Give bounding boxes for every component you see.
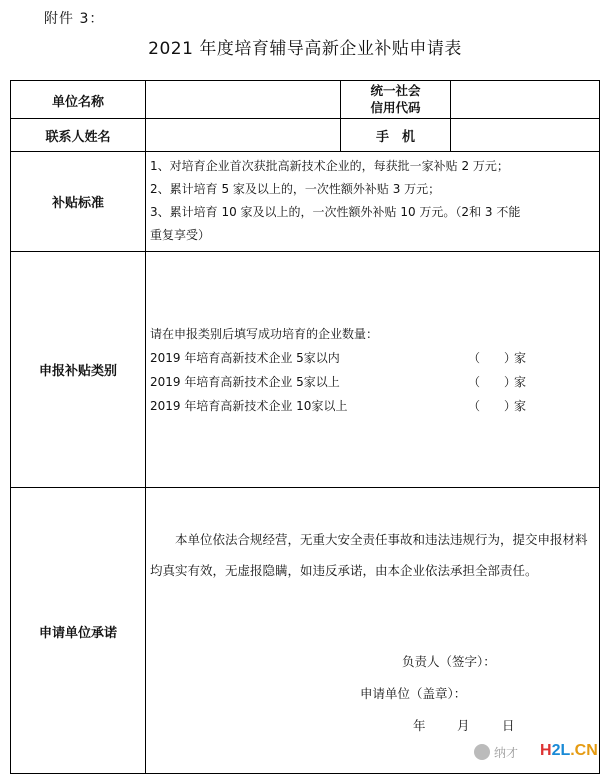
credit-code-field[interactable] bbox=[451, 81, 599, 118]
watermark bbox=[474, 742, 598, 764]
logo-cn: .CN bbox=[570, 742, 598, 759]
attachment-label: 附件 3： bbox=[44, 11, 105, 27]
unit-name-label: 单位名称 bbox=[51, 95, 104, 110]
standard-item-3: 3、累计培育 10 家及以上的，一次性额外补贴 10 万元。（2和 3 不能 bbox=[150, 205, 521, 219]
row-divider bbox=[10, 773, 600, 774]
standard-item-2: 2、累计培育 5 家及以上的，一次性额外补贴 3 万元； bbox=[150, 182, 441, 196]
watermark-text: 纳才 bbox=[494, 746, 519, 760]
category-row-text: 2019 年培育高新技术企业 10家以上 bbox=[150, 399, 348, 413]
category-row-text: 2019 年培育高新技术企业 5家以上 bbox=[150, 375, 340, 389]
standard-label: 补贴标准 bbox=[51, 196, 104, 211]
wechat-icon bbox=[474, 744, 490, 760]
h2l-logo bbox=[540, 742, 598, 760]
row-divider bbox=[10, 151, 600, 152]
col-divider bbox=[145, 80, 146, 774]
phone-label: 手 机 bbox=[375, 130, 415, 145]
unit-name-field[interactable] bbox=[146, 81, 339, 118]
logo-h: H bbox=[540, 742, 552, 759]
date-month-label: 月 bbox=[457, 718, 470, 733]
promise-label: 申请单位承诺 bbox=[38, 626, 117, 641]
standard-item-1: 1、对培育企业首次获批高新技术企业的，每获批一家补贴 2 万元； bbox=[150, 159, 509, 173]
logo-mid: 2L bbox=[551, 742, 571, 759]
col-divider bbox=[10, 80, 11, 774]
row-divider bbox=[10, 251, 600, 252]
credit-code-label bbox=[341, 82, 450, 116]
applicant-seal-label: 申请单位（盖章）： bbox=[360, 686, 467, 701]
credit-code-label-line1: 统一社会 bbox=[370, 83, 421, 98]
date-year-label: 年 bbox=[413, 718, 426, 733]
category-row-unit: 家 bbox=[514, 375, 527, 389]
category-row bbox=[150, 349, 590, 369]
standard-item-3-cont: 重复享受） bbox=[150, 228, 211, 242]
category-label: 申报补贴类别 bbox=[38, 364, 117, 379]
category-row-unit: 家 bbox=[514, 351, 527, 365]
col-divider bbox=[599, 80, 600, 774]
category-row bbox=[150, 397, 590, 417]
row-divider bbox=[10, 487, 600, 488]
category-intro: 请在申报类别后填写成功培育的企业数量： bbox=[150, 327, 379, 341]
contact-label: 联系人姓名 bbox=[45, 130, 111, 145]
contact-field[interactable] bbox=[146, 119, 339, 151]
responsible-signature-label: 负责人（签字）： bbox=[402, 654, 496, 669]
standard-list bbox=[150, 155, 595, 247]
category-row-unit: 家 bbox=[514, 399, 527, 413]
category-row-text: 2019 年培育高新技术企业 5家以内 bbox=[150, 351, 340, 365]
category-count-field[interactable]: （ ） bbox=[468, 399, 517, 413]
phone-field[interactable] bbox=[451, 119, 599, 151]
promise-text: 本单位依法合规经营，无重大安全责任事故和违法违规行为，提交申报材料均真实有效，无虚报隐瞒，如违反承诺，由本企业依法承担全部责任。 bbox=[150, 532, 588, 578]
category-count-field[interactable]: （ ） bbox=[468, 375, 517, 389]
credit-code-label-line2: 信用代码 bbox=[370, 100, 421, 115]
form-title: 2021 年度培育辅导高新企业补贴申请表 bbox=[148, 39, 462, 59]
category-count-field[interactable]: （ ） bbox=[468, 351, 517, 365]
date-day-label: 日 bbox=[502, 718, 515, 733]
category-row bbox=[150, 373, 590, 393]
